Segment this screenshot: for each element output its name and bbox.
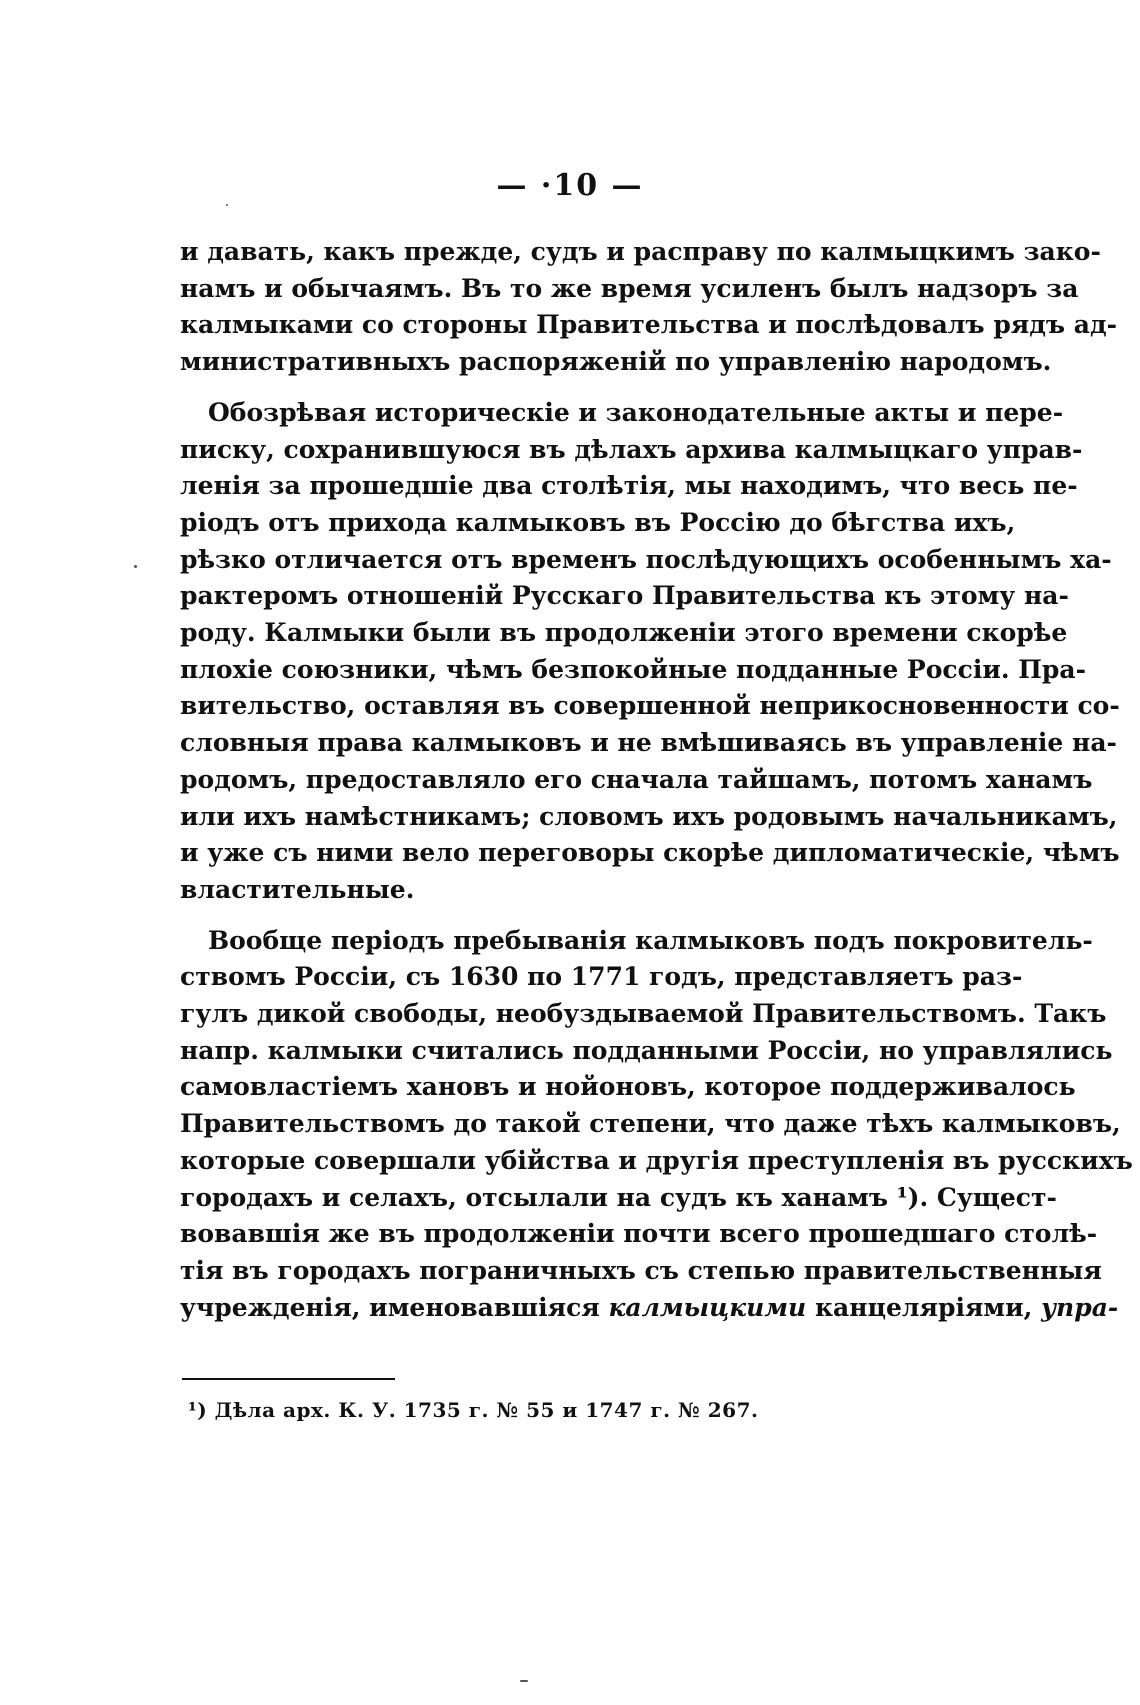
footnote: ¹) Дѣла арх. К. У. 1735 г. № 55 и 1747 г. № 267. [188,1398,759,1422]
text-line: властительные. [180,874,415,904]
text-line: министративныхъ распоряженій по управленію народомъ. [180,347,1052,377]
text-line: словныя права калмыковъ и не вмѣшиваясь въ управленіе на- [180,728,1117,758]
text-line: которые совершали убійства и другія преступленія въ русскихъ [180,1145,1133,1175]
scan-speck [226,204,228,206]
text-line: самовластіемъ хановъ и нойоновъ, которое поддерживалось [180,1072,1076,1102]
text-line: тія въ городахъ пограничныхъ съ степью правительственныя [180,1255,1102,1285]
text-line: рактеромъ отношеній Русскаго Правительства къ этому на- [180,581,1069,611]
text-line: ствомъ Россіи, съ 1630 по 1771 годъ, представляетъ раз- [180,962,1023,992]
text-line-last [180,1290,1119,1327]
text-line: писку, сохранившуюся въ дѣлахъ архива калмыцкаго управ- [180,434,1083,464]
text-line: напр. калмыки считались подданными Россіи, но управлялись [180,1035,1113,1065]
text-line: городахъ и селахъ, отсылали на судъ къ ханамъ ¹). Сущест- [180,1182,1057,1212]
scan-speck [134,565,137,568]
text-line: Обозрѣвая историческіе и законодательные акты и пере- [208,397,1064,427]
text-run: канцеляріями, [806,1292,1042,1322]
text-line: Вообще періодъ пребыванія калмыковъ подъ покровитель- [208,925,1093,955]
text-run: учрежденія, именовавшіяся [180,1292,609,1322]
text-line: ленія за прошедшіе два столѣтія, мы находимъ, что весь пе- [180,471,1078,501]
text-line: вительство, оставляя въ совершенной неприкосновенности со- [180,691,1120,721]
italic-term: упра- [1041,1292,1119,1322]
italic-term: калмыцкими [608,1292,807,1322]
text-line: рѣзко отличается отъ временъ послѣдующихъ особеннымъ ха- [180,544,1112,574]
text-line: ріодъ отъ прихода калмыковъ въ Россію до бѣгства ихъ, [180,507,1016,537]
text-line: Правительствомъ до такой степени, что даже тѣхъ калмыковъ, [180,1109,1121,1139]
text-line: гулъ дикой свободы, необуздываемой Правительствомъ. Такъ [180,999,1107,1029]
page-number: — ·10 — [496,168,644,203]
text-line: и давать, какъ прежде, судъ и расправу по калмыцкимъ зако- [180,237,1101,266]
footnote-rule [182,1378,395,1380]
text-line: калмыками со стороны Правительства и послѣдовалъ рядъ ад- [180,310,1118,340]
text-line: или ихъ намѣстникамъ; словомъ ихъ родовымъ начальникамъ, [180,801,1118,831]
text-line: намъ и обычаямъ. Въ то же время усиленъ былъ надзоръ за [180,273,1079,303]
text-line: и уже съ ними вело переговоры скорѣе дипломатическіе, чѣмъ [180,838,1120,868]
text-line: плохіе союзники, чѣмъ безпокойные подданные Россіи. Пра- [180,654,1086,684]
body-text [180,234,1133,1326]
text-line: родомъ, предоставляло его сначала тайшамъ, потомъ ханамъ [180,764,1093,794]
text-line: роду. Калмыки были въ продолженіи этого времени скорѣе [180,618,1068,648]
text-line: вовавшія же въ продолженіи почти всего прошедшаго столѣ- [180,1219,1098,1249]
scan-speck [520,1680,528,1682]
